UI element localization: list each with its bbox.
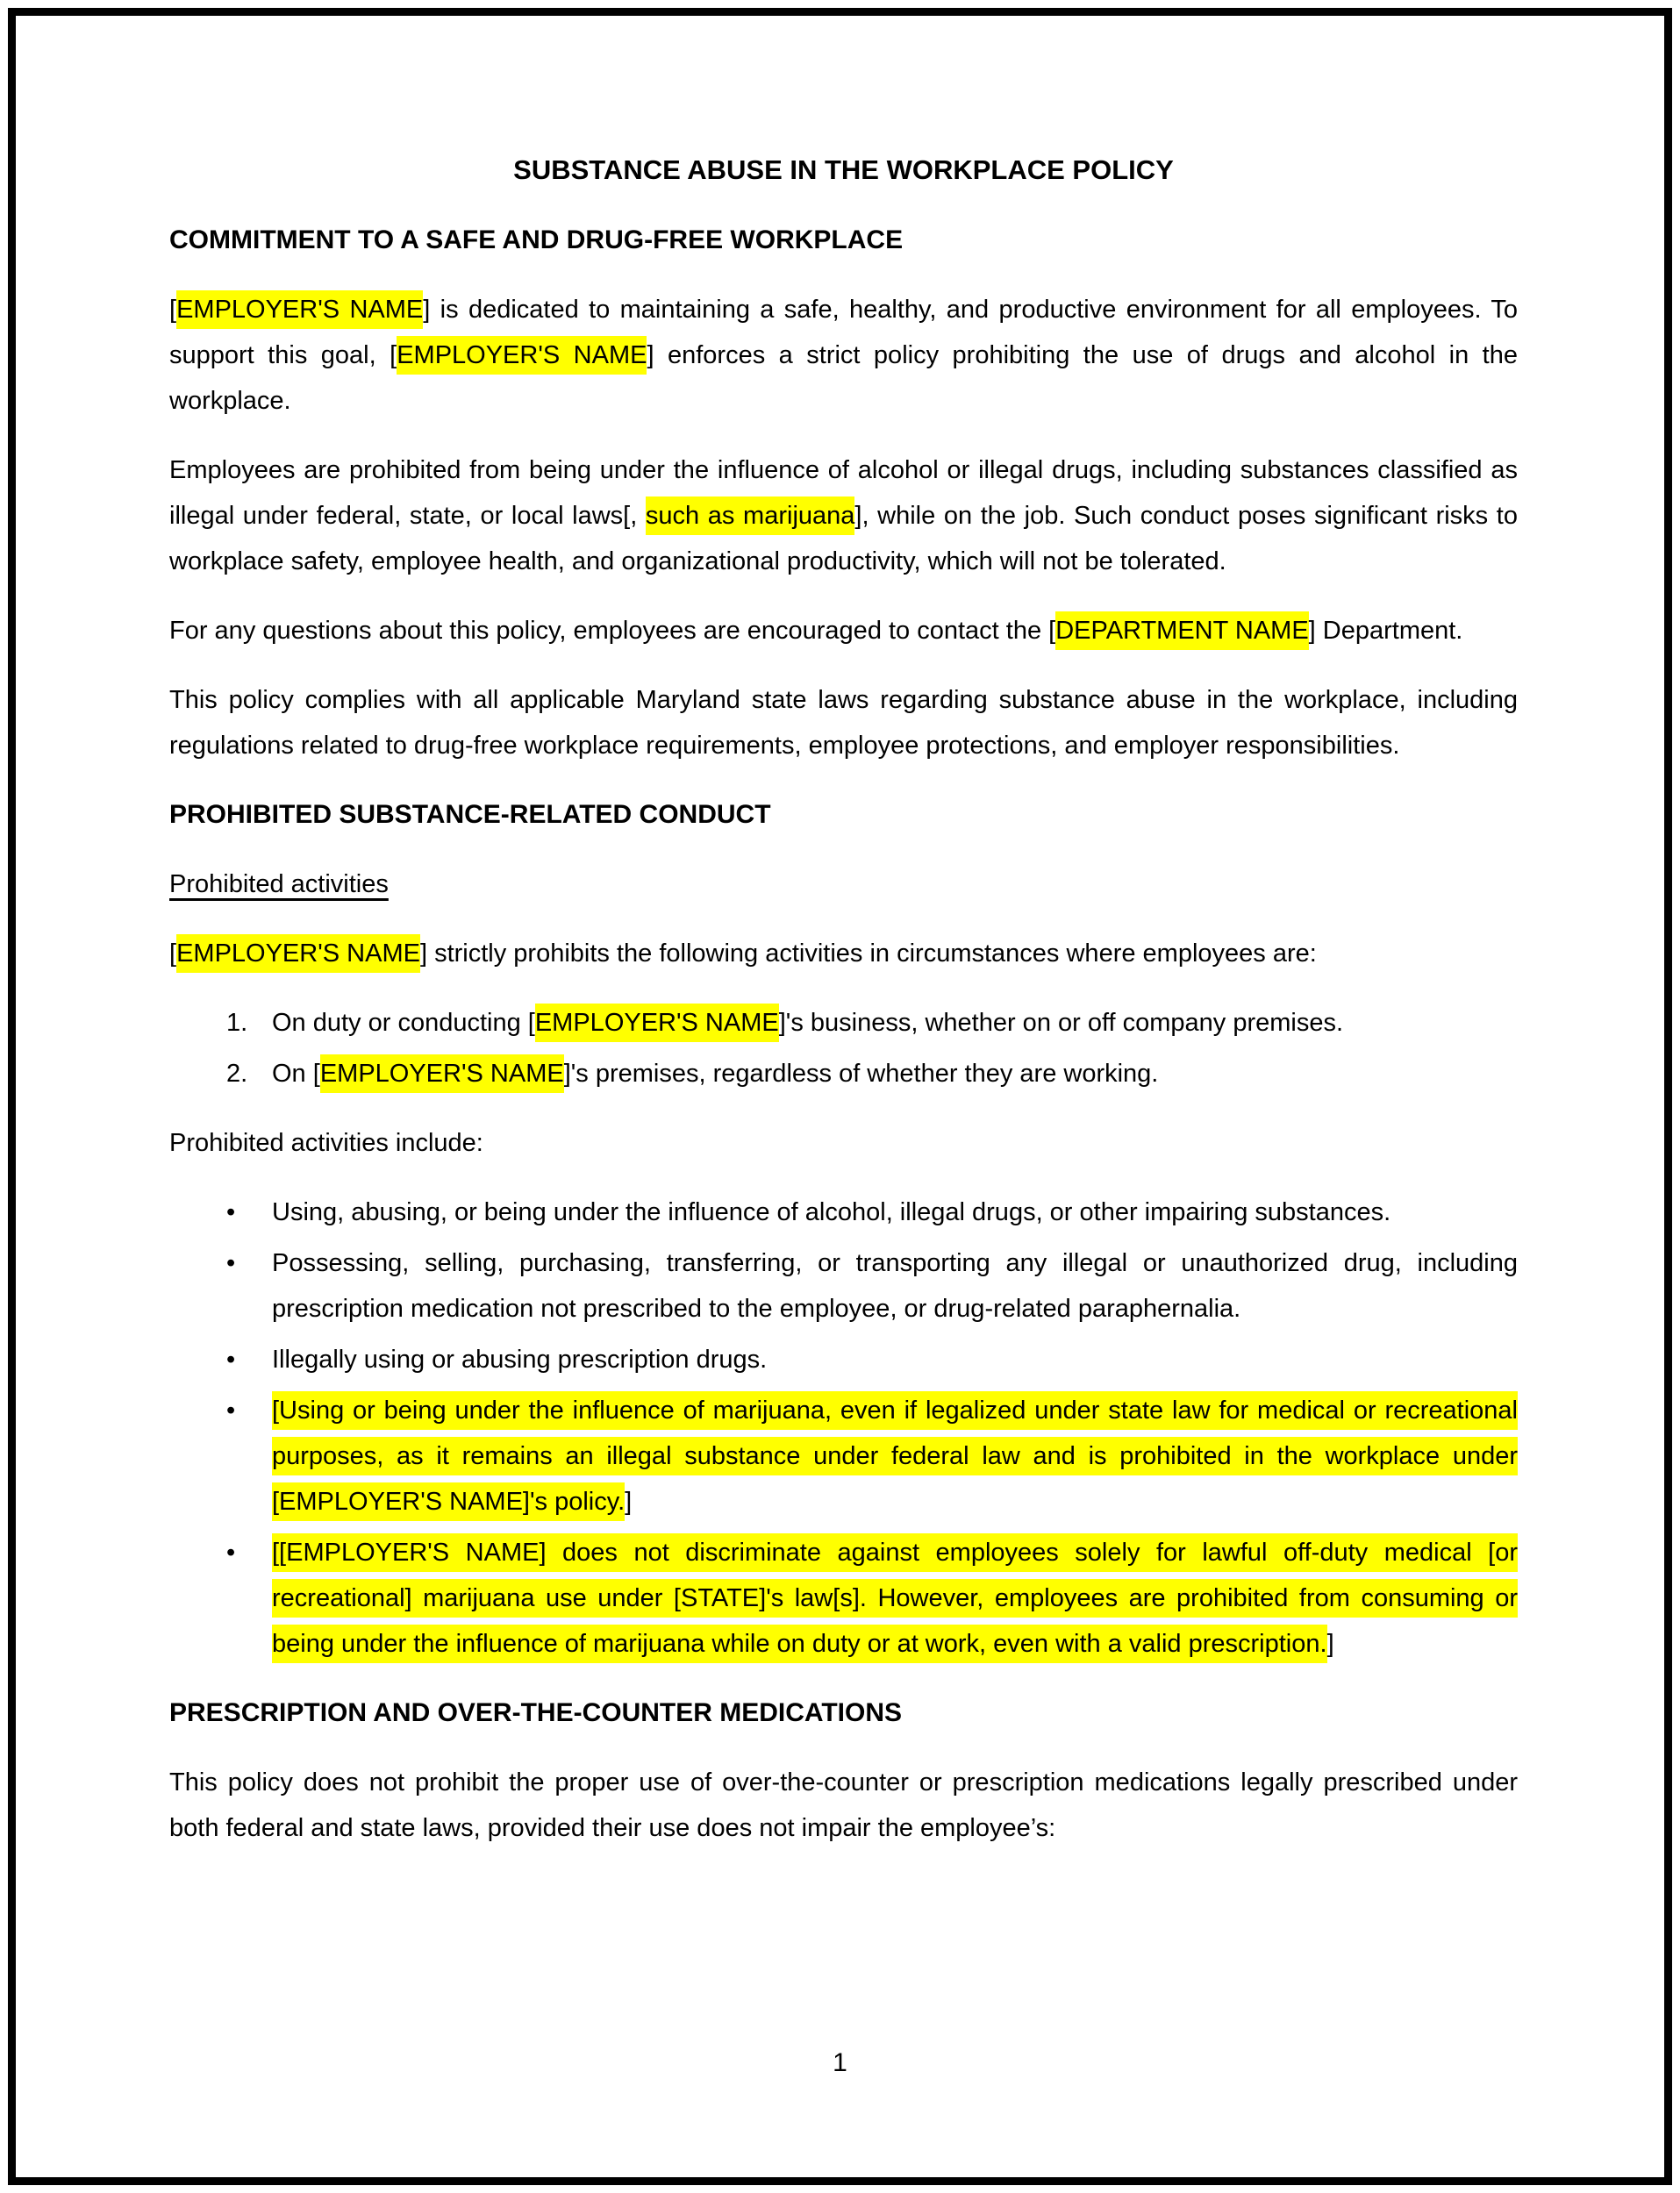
bullet-icon: •	[226, 1397, 236, 1425]
highlighted-placeholder-text: EMPLOYER'S NAME	[535, 1004, 779, 1042]
highlighted-placeholder-text: DEPARTMENT NAME	[1055, 611, 1308, 650]
list-item-text	[272, 1051, 1518, 1096]
section-heading: PRESCRIPTION AND OVER-THE-COUNTER MEDICATIONS	[169, 1698, 903, 1727]
list-number: 2.	[226, 1060, 248, 1088]
text-run: ]	[625, 1488, 633, 1516]
underlined-subheading: Prohibited activities	[169, 870, 389, 898]
paragraph	[169, 287, 1518, 424]
section-heading: COMMITMENT TO A SAFE AND DRUG-FREE WORKPLACE	[169, 225, 904, 254]
list-item	[169, 1240, 1518, 1332]
text-run: This policy does not prohibit the proper use of over-the-counter or prescription medications legally prescribed under both federal and state laws, provided their use does not impair the employee’s:	[169, 1768, 1518, 1842]
bullet-icon: •	[226, 1198, 236, 1226]
list-item	[169, 1337, 1518, 1382]
bullet-icon: •	[226, 1539, 236, 1567]
highlighted-placeholder-text: EMPLOYER'S NAME	[397, 336, 647, 375]
highlighted-placeholder-text: EMPLOYER'S NAME	[176, 290, 423, 329]
paragraph	[169, 1760, 1518, 1851]
text-run: ]'s business, whether on or off company premises.	[778, 1009, 1344, 1037]
list-number: 1.	[226, 1009, 248, 1037]
paragraph	[169, 608, 1518, 654]
list-item-text	[272, 1388, 1518, 1525]
text-run: ] strictly prohibits the following activities in circumstances where employees are:	[419, 939, 1317, 968]
highlighted-placeholder-text: EMPLOYER'S NAME	[176, 934, 420, 973]
bullet-icon: •	[226, 1346, 236, 1374]
text-run: Illegally using or abusing prescription drugs.	[272, 1346, 768, 1374]
paragraph	[169, 931, 1518, 976]
text-run: Possessing, selling, purchasing, transferring, or transporting any illegal or unauthorized drug, including prescription medication not prescribed to the employee, or drug-related paraphernalia.	[272, 1249, 1518, 1323]
text-run: On duty or conducting [	[272, 1009, 535, 1037]
document-content	[169, 147, 1518, 1875]
list-item	[169, 1051, 1518, 1096]
text-run: This policy complies with all applicable Maryland state laws regarding substance abuse in the workplace, including regulations related to drug-free workplace requirements, employee protections, and employer responsibilities.	[169, 686, 1518, 760]
section-heading: PROHIBITED SUBSTANCE-RELATED CONDUCT	[169, 800, 771, 829]
list-item-text	[272, 1530, 1518, 1667]
text-run: ] is dedicated to maintaining a safe, healthy, and productive environment for all employees. To support this goal, [	[169, 296, 1518, 369]
list-item-text	[272, 1189, 1518, 1235]
paragraph	[169, 1120, 1518, 1166]
list-item	[169, 1189, 1518, 1235]
list-item	[169, 1000, 1518, 1046]
text-run: For any questions about this policy, employees are encouraged to contact the [	[169, 617, 1056, 645]
text-run: Employees are prohibited from being under the influence of alcohol or illegal drugs, including substances classified as illegal under federal, state, or local laws[,	[169, 456, 1518, 530]
text-run: On [	[272, 1060, 320, 1088]
document-body	[169, 218, 1518, 1851]
text-run: ]	[1326, 1630, 1334, 1658]
text-run: ], while on the job. Such conduct poses significant risks to workplace safety, employee health, and organizational productivity, which will not be tolerated.	[169, 502, 1518, 575]
list-item-text	[272, 1337, 1518, 1382]
highlighted-placeholder-text: [[EMPLOYER'S NAME] does not discriminate against employees solely for lawful off-duty medical [or recreational] marijuana use under [STATE]'s law[s]. However, employees are prohibited from consuming or being under the influence of marijuana while on duty or at work, even with a valid prescription.	[272, 1533, 1518, 1663]
highlighted-placeholder-text: [Using or being under the influence of marijuana, even if legalized under state law for medical or recreational purposes, as it remains an illegal substance under federal law and is prohibited in the workplace under [EMPLOYER'S NAME]'s policy.	[272, 1391, 1518, 1521]
list-item-text	[272, 1240, 1518, 1332]
paragraph	[169, 447, 1518, 584]
list-item	[169, 1530, 1518, 1667]
text-run: Using, abusing, or being under the influence of alcohol, illegal drugs, or other impairing substances.	[272, 1198, 1391, 1226]
text-run: ] Department.	[1308, 617, 1463, 645]
paragraph	[169, 677, 1518, 768]
list-item-text	[272, 1000, 1518, 1046]
bulleted-list	[169, 1189, 1518, 1667]
text-run: Prohibited activities include:	[169, 1129, 483, 1157]
highlighted-placeholder-text: EMPLOYER'S NAME	[320, 1054, 564, 1093]
bullet-icon: •	[226, 1249, 236, 1277]
text-run: [	[169, 296, 177, 324]
numbered-list	[169, 1000, 1518, 1096]
document-title: SUBSTANCE ABUSE IN THE WORKPLACE POLICY	[513, 154, 1174, 185]
highlighted-placeholder-text: such as marijuana	[646, 496, 854, 535]
text-run: ] enforces a strict policy prohibiting the use of drugs and alcohol in the workplace.	[169, 341, 1518, 415]
list-item	[169, 1388, 1518, 1525]
text-run: ]'s premises, regardless of whether they are working.	[563, 1060, 1159, 1088]
page-number: 1	[833, 2048, 847, 2077]
text-run: [	[169, 939, 177, 968]
